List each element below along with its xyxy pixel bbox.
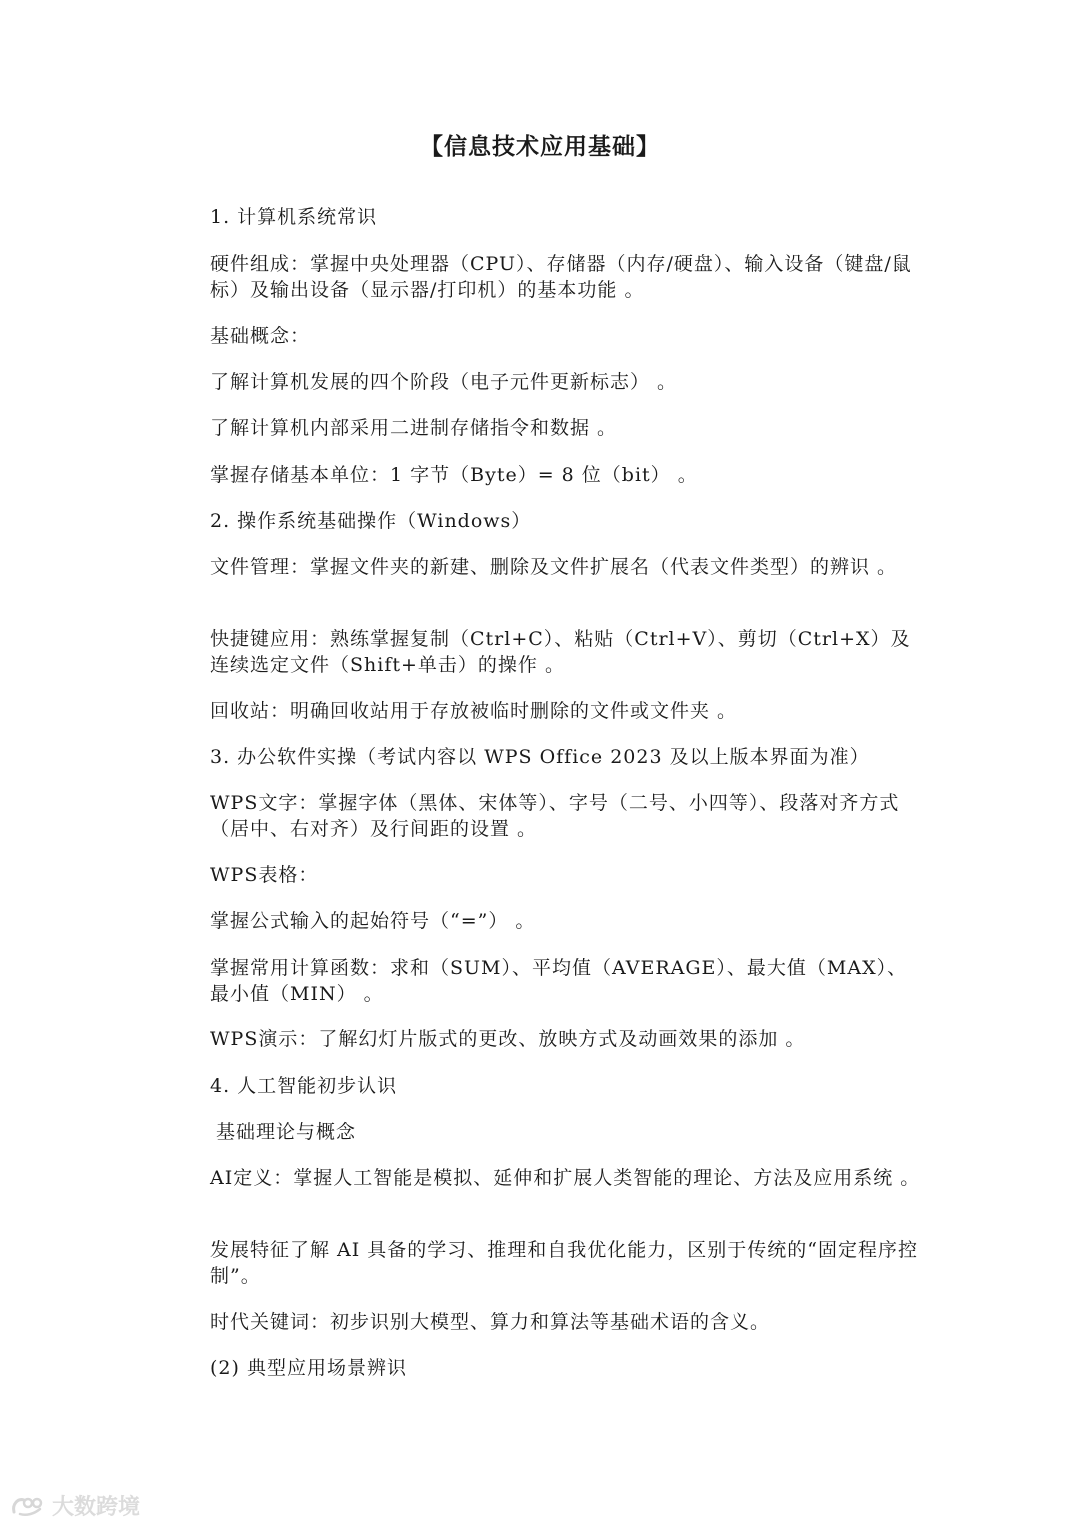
paragraph-ai-features: 发展特征了解 AI 具备的学习、推理和自我优化能力，区别于传统的“固定程序控制”。 bbox=[210, 1239, 919, 1287]
paragraph-keywords: 时代关键词：初步识别大模型、算力和算法等基础术语的含义。 bbox=[210, 1311, 771, 1333]
paragraph-development-stages: 了解计算机发展的四个阶段（电子元件更新标志） 。 bbox=[210, 371, 678, 393]
paragraph-hardware: 硬件组成：掌握中央处理器（CPU）、存储器（内存/硬盘）、输入设备（键盘/鼠标）及输出设备（显示器/打印机）的基本功能 。 bbox=[210, 253, 912, 301]
subsection-heading-theory: 基础理论与概念 bbox=[216, 1121, 357, 1143]
paragraph-ai-definition: AI定义：掌握人工智能是模拟、延伸和扩展人类智能的理论、方法及应用系统 。 bbox=[210, 1167, 921, 1189]
subsection-heading-applications: (2) 典型应用场景辨识 bbox=[210, 1357, 407, 1379]
logo-icon bbox=[10, 1494, 46, 1518]
paragraph-wps-presentation: WPS演示：了解幻灯片版式的更改、放映方式及动画效果的添加 。 bbox=[210, 1028, 806, 1050]
paragraph-wps-spreadsheet: WPS表格： bbox=[210, 864, 319, 886]
watermark bbox=[10, 1490, 140, 1521]
paragraph-formula-symbol: 掌握公式输入的起始符号（“=”） 。 bbox=[210, 910, 536, 932]
paragraph-binary: 了解计算机内部采用二进制存储指令和数据 。 bbox=[210, 417, 618, 439]
section-heading-4: 4. 人工智能初步认识 bbox=[210, 1075, 398, 1097]
section-heading-3: 3. 办公软件实操（考试内容以 WPS Office 2023 及以上版本界面为准） bbox=[210, 746, 870, 768]
paragraph-functions: 掌握常用计算函数：求和（SUM）、平均值（AVERAGE）、最大值（MAX）、最小值（MIN） 。 bbox=[210, 957, 908, 1005]
paragraph-shortcuts: 快捷键应用：熟练掌握复制（Ctrl+C）、粘贴（Ctrl+V）、剪切（Ctrl+X）及连续选定文件（Shift+单击）的操作 。 bbox=[210, 628, 911, 676]
watermark-text: 大数跨境 bbox=[52, 1495, 141, 1520]
document-title: 【信息技术应用基础】 bbox=[420, 134, 660, 160]
section-heading-2: 2. 操作系统基础操作（Windows） bbox=[210, 510, 532, 532]
paragraph-file-management: 文件管理：掌握文件夹的新建、删除及文件扩展名（代表文件类型）的辨识 。 bbox=[210, 556, 898, 578]
section-heading-1: 1. 计算机系统常识 bbox=[210, 206, 378, 228]
paragraph-wps-writer: WPS文字：掌握字体（黑体、宋体等）、字号（二号、小四等）、段落对齐方式（居中、右对齐）及行间距的设置 。 bbox=[210, 792, 900, 840]
paragraph-recycle-bin: 回收站：明确回收站用于存放被临时删除的文件或文件夹 。 bbox=[210, 700, 738, 722]
paragraph-storage-unit: 掌握存储基本单位：1 字节（Byte）= 8 位（bit） 。 bbox=[210, 464, 698, 486]
paragraph-basic-concepts: 基础概念： bbox=[210, 325, 311, 347]
